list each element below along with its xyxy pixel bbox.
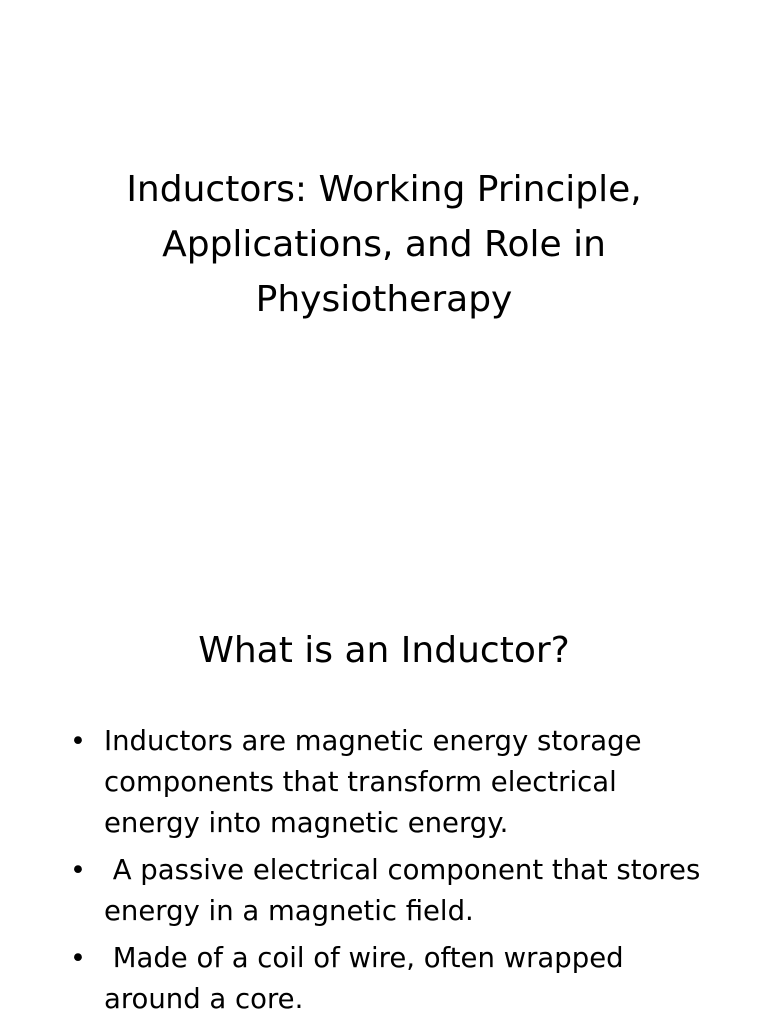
- bullet-text: Inductors are magnetic energy storage components that transform electrical energy into magnetic energy.: [104, 725, 642, 839]
- bullet-item: [70, 938, 710, 1020]
- content-slide: [0, 576, 768, 1024]
- bullet-icon: •: [70, 855, 86, 886]
- bullet-text: A passive electrical component that stores energy in a magnetic field.: [104, 854, 710, 927]
- bullet-list: [70, 721, 710, 1024]
- bullet-item: [70, 721, 710, 844]
- bullet-icon: •: [70, 943, 86, 974]
- slide-title: Inductors: Working Principle, Applications, and Role in Physiotherapy: [126, 169, 642, 320]
- bullet-icon: •: [70, 726, 86, 757]
- bullet-item: [70, 850, 710, 932]
- slide-heading: What is an Inductor?: [198, 630, 570, 671]
- bullet-text: Made of a coil of wire, often wrapped around a core.: [104, 942, 633, 1015]
